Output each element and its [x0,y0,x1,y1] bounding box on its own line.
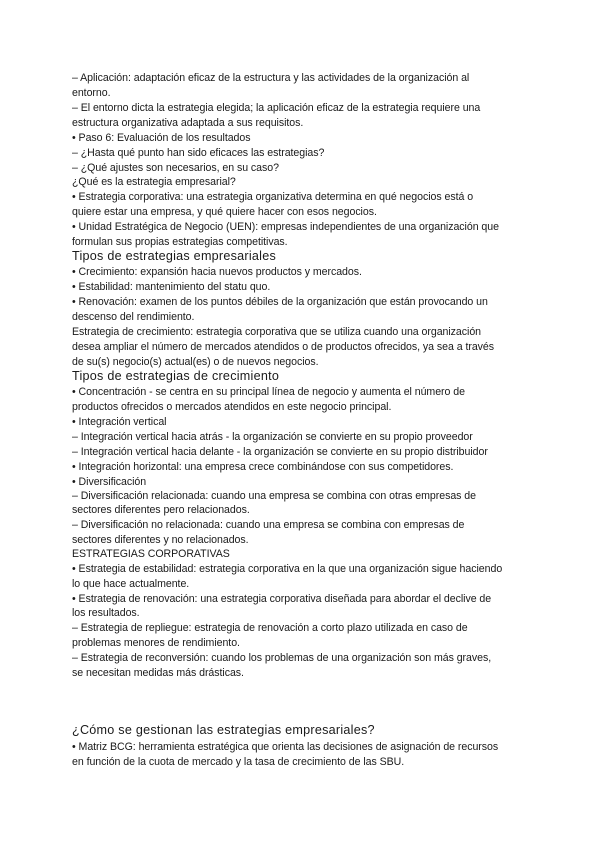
text-line: descenso del rendimiento. [72,311,195,323]
section-heading: ¿Qué es la estrategia empresarial? [72,176,236,188]
section-heading: Tipos de estrategias empresariales [72,249,277,263]
text-line: de su(s) negocio(s) actual(es) o de nuevos negocios. [72,356,319,368]
text-line: los resultados. [72,607,140,619]
text-line: • Matriz BCG: herramienta estratégica que orienta las decisiones de asignación de recursos [72,741,499,753]
text-line: se necesitan medidas más drásticas. [72,667,244,679]
text-line: lo que hace actualmente. [72,578,190,590]
text-line: sectores diferentes y no relacionados. [72,534,249,546]
text-line: desea ampliar el número de mercados atendidos o de productos ofrecidos, ya sea a través [72,341,494,353]
text-line: estructura organizativa adaptada a sus requisitos. [72,117,304,129]
text-line: formulan sus propias estrategias competitivas. [72,236,288,248]
text-line: • Estrategia de renovación: una estrategia corporativa diseñada para abordar el declive de [72,593,492,605]
text-line: sectores diferentes pero relacionados. [72,504,250,516]
text-line: entorno. [72,87,111,99]
text-line: Estrategia de crecimiento: estrategia corporativa que se utiliza cuando una organización [72,326,482,338]
text-line: en función de la cuota de mercado y la tasa de crecimiento de las SBU. [72,756,405,768]
text-line: – Diversificación relacionada: cuando una empresa se combina con otras empresas de [72,490,476,502]
text-line: productos ofrecidos o mercados atendidos en este negocio principal. [72,401,392,413]
text-line: • Diversificación [72,476,147,488]
section-heading: ¿Cómo se gestionan las estrategias empresariales? [72,723,375,737]
text-line: – El entorno dicta la estrategia elegida; la aplicación eficaz de la estrategia requiere una [72,102,481,114]
text-line: • Integración horizontal: una empresa crece combinándose con sus competidores. [72,461,454,473]
text-line: – Integración vertical hacia atrás - la organización se convierte en su propio proveedor [72,431,473,443]
text-line: • Estabilidad: mantenimiento del statu quo. [72,281,271,293]
text-line: • Unidad Estratégica de Negocio (UEN): empresas independientes de una organización que [72,221,499,233]
text-line: – Estrategia de reconversión: cuando los problemas de una organización son más graves, [72,652,492,664]
text-line: • Estrategia corporativa: una estrategia organizativa determina en qué negocios está o [72,191,474,203]
text-line: – ¿Qué ajustes son necesarios, en su caso? [72,162,279,174]
section-heading: ESTRATEGIAS CORPORATIVAS [72,548,230,560]
section-heading: Tipos de estrategias de crecimiento [72,369,280,383]
text-line: • Paso 6: Evaluación de los resultados [72,132,251,144]
text-line: • Crecimiento: expansión hacia nuevos productos y mercados. [72,266,362,278]
text-line: – ¿Hasta qué punto han sido eficaces las estrategias? [72,147,325,159]
text-line: • Concentración - se centra en su principal línea de negocio y aumenta el número de [72,386,465,398]
text-line: • Estrategia de estabilidad: estrategia corporativa en la que una organización sigue haciendo [72,563,503,575]
text-line: – Aplicación: adaptación eficaz de la estructura y las actividades de la organización al [72,72,470,84]
text-line: – Estrategia de repliegue: estrategia de renovación a corto plazo utilizada en caso de [72,622,468,634]
text-line: quiere estar una empresa, y qué quiere hacer con esos negocios. [72,206,377,218]
text-line: • Renovación: examen de los puntos débiles de la organización que están provocando un [72,296,488,308]
text-line: problemas menores de rendimiento. [72,637,240,649]
text-line: • Integración vertical [72,416,167,428]
text-line: – Diversificación no relacionada: cuando una empresa se combina con empresas de [72,519,465,531]
text-line: – Integración vertical hacia delante - la organización se convierte en su propio distribuidor [72,446,488,458]
